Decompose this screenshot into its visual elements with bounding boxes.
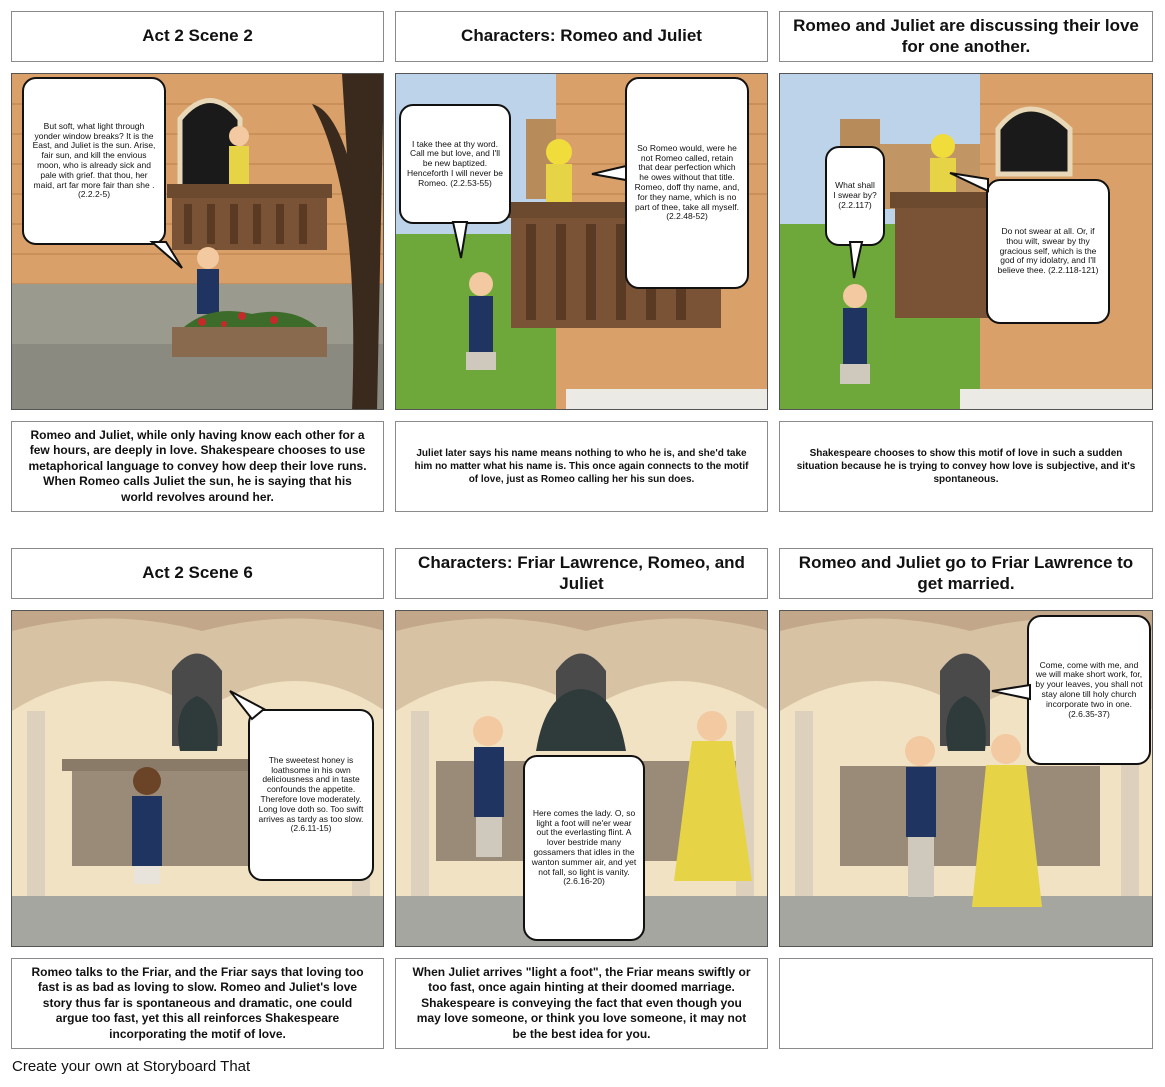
panel-4-scene [11,610,384,947]
speech-bubble-tail [848,242,868,282]
panel-3-scene [779,73,1153,410]
speech-bubble-romeo-2: I take thee at thy word. Call me but love, and I'll be new baptized. Henceforth I will never be Romeo. (2.2.53-55) [399,104,511,224]
panel-6-description [779,958,1153,1049]
panel-1-description: Romeo and Juliet, while only having know each other for a few hours, are deeply in love. Shakespeare chooses to use metaphorical language to convey how deep their love runs. When Romeo calls Juliet the sun, he is saying that his world revolves around her. [11,421,384,512]
panel-2-description: Juliet later says his name means nothing to who he is, and she'd take him no matter what his name is. This once again connects to the motif of love, just as Romeo calling her his sun does. [395,421,768,512]
panel-4-title: Act 2 Scene 6 [11,548,384,599]
storyboard-that-link[interactable]: Create your own at Storyboard That [12,1058,251,1075]
panel-2-title: Characters: Romeo and Juliet [395,11,768,62]
speech-bubble-romeo-1: But soft, what light through yonder window breaks? It is the East, and Juliet is the sun. Arise, fair sun, and kill the envious moon, who is already sick and pale with grief. that thou, her maid, art far more fair than she .(2.2.2-5) [22,77,166,245]
speech-bubble-tail [152,242,192,272]
panel-6-title: Romeo and Juliet go to Friar Lawrence to get married. [779,548,1153,599]
panel-1-scene [11,73,384,410]
panel-6-scene [779,610,1153,947]
speech-bubble-tail [230,691,270,721]
speech-bubble-juliet-1: So Romeo would, were he not Romeo called, retain that dear perfection which he owes without that title. Romeo, doff thy name, and, for they name, which is no part of thee, take all myself. (2.2.48-52) [625,77,749,289]
panel-4-description: Romeo talks to the Friar, and the Friar says that loving too fast is as bad as loving to slow. Romeo and Juliet's love story thus far is spontaneous and dramatic, one could argue too fast, yet this all reinforces Shakespeare incorporating the motif of love. [11,958,384,1049]
panel-3-title: Romeo and Juliet are discussing their love for one another. [779,11,1153,62]
speech-bubble-friar-1: The sweetest honey is loathsome in his own deliciousness and in taste confounds the appetite. Therefore love moderately. Long love doth so. Too swift arrives as tardy as too slow. (2.6.11-15) [248,709,374,881]
panel-5-description: When Juliet arrives "light a foot", the Friar means swiftly or too fast, once again hinting at their doomed marriage. Shakespeare is conveying the fact that even though you may love someone, or think you love someone, it may not be the best idea for you. [395,958,768,1049]
speech-bubble-friar-2: Here comes the lady. O, so light a foot will ne'er wear out the everlasting flint. A lover bestride many gossamers that idles in the wanton summer air, and yet not fall, so light is vanity. (2.6.16-20) [523,755,645,941]
speech-bubble-tail [451,222,471,262]
speech-bubble-juliet-2: Do not swear at all. Or, if thou wilt, swear by thy gracious self, which is the god of my idolatry, and I'll believe thee. (2.2.118-121) [986,179,1110,324]
panel-1-title: Act 2 Scene 2 [11,11,384,62]
panel-2-scene [395,73,768,410]
speech-bubble-tail [950,169,990,189]
panel-3-description: Shakespeare chooses to show this motif of love in such a sudden situation because he is trying to convey how love is subjective, and it's spontaneous. [779,421,1153,512]
speech-bubble-romeo-3: What shall I swear by? (2.2.117) [825,146,885,246]
panel-5-scene [395,610,768,947]
panel-5-title: Characters: Friar Lawrence, Romeo, and Juliet [395,548,768,599]
speech-bubble-friar-3: Come, come with me, and we will make short work, for, by your leaves, you shall not stay alone till holy church incorporate two in one. (2.6.35-37) [1027,615,1151,765]
speech-bubble-tail [592,164,632,184]
speech-bubble-tail [992,683,1032,703]
